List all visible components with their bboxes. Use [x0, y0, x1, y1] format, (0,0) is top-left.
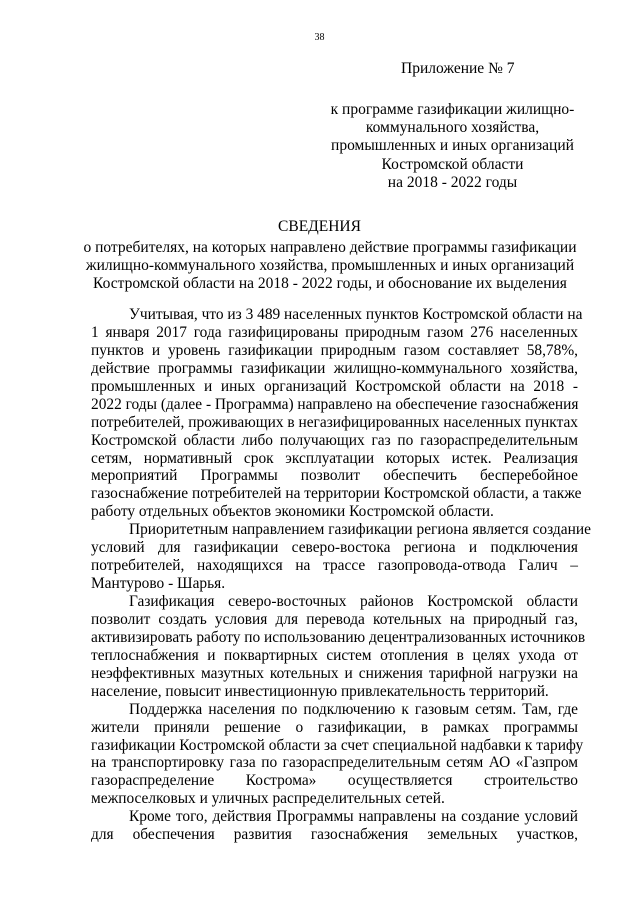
appendix-line: промышленных и иных организаций [331, 137, 574, 155]
subheading-line: о потребителях, на которых направлено действие программы газификации [83, 239, 577, 256]
document-subheading [60, 239, 600, 294]
appendix-line: на 2018 - 2022 годы [387, 173, 518, 191]
paragraph [91, 521, 591, 593]
paragraph-line: пунктов и уровень газификации природным газом составляет 58,78%, [91, 341, 578, 359]
paragraph-line: работу отдельных объектов экономики Костромской области. [91, 503, 494, 521]
paragraph-line: действие программы газификации жилищно-коммунального хозяйства, [91, 359, 578, 377]
appendix-number: Приложение № 7 [401, 60, 515, 77]
paragraph-line: мероприятий Программы позволит обеспечить бесперебойное [91, 467, 578, 485]
paragraph-line: газификации Костромской области за счет специальной надбавки к тарифу [91, 736, 584, 754]
appendix-line: коммунального хозяйства, [365, 119, 540, 137]
paragraph-line: Учитывая, что из 3 489 населенных пунктов Костромской области на [129, 306, 583, 323]
document-heading: СВЕДЕНИЯ [278, 218, 361, 235]
appendix-line: Костромской области [381, 155, 524, 173]
paragraph-line: активизировать работу по использованию децентрализованных источников [91, 628, 586, 646]
paragraph-line: потребителей, проживающих в негазифицированных населенных пунктах [91, 413, 579, 431]
paragraph-line: газоснабжение потребителей на территории Костромской области, а также [91, 485, 582, 503]
paragraph-line: межпоселковых и уличных распределительных сетей. [91, 790, 445, 808]
subheading-line: Костромской области на 2018 - 2022 годы, и обоснование их выделения [93, 275, 567, 293]
paragraph-line: для обеспечения развития газоснабжения земельных участков, [91, 826, 578, 844]
paragraph [91, 808, 578, 844]
paragraph-line: Поддержка населения по подключению к газовым сетям. Там, где [129, 700, 578, 718]
paragraph-line: Костромской области либо получающих газ по газораспределительным [91, 431, 578, 449]
page-number: 38 [314, 32, 325, 43]
paragraph-line: неэффективных мазутных котельных и снижения тарифной нагрузки на [91, 664, 578, 682]
paragraph-line: 2022 годы (далее - Программа) направлено на обеспечение газоснабжения [91, 395, 579, 413]
paragraph-line: население, повысит инвестиционную привлекательность территорий. [91, 682, 549, 700]
appendix-description [300, 101, 605, 192]
paragraph-line: Кроме того, действия Программы направлены на создание условий [129, 808, 578, 826]
paragraph-line: позволит создать условия для перевода котельных на природный газ, [91, 610, 578, 628]
paragraph-line: на транспортировку газа по газораспределительным сетям АО «Газпром [91, 754, 578, 772]
paragraph-line: жители приняли решение о газификации, в рамках программы [91, 718, 578, 736]
paragraph-line: промышленных и иных организаций Костромской области на 2018 - [91, 377, 578, 395]
paragraph-line: 1 января 2017 года газифицированы природным газом 276 населенных [91, 323, 578, 341]
paragraph [91, 306, 583, 521]
paragraph-line: сетям, нормативный срок эксплуатации которых истек. Реализация [91, 449, 578, 467]
paragraph-line: Приоритетным направлением газификации региона является создание [129, 521, 591, 539]
body-text [91, 306, 591, 844]
paragraph [91, 593, 586, 701]
paragraph-line: Газификация северо-восточных районов Костромской области [129, 593, 578, 610]
subheading-line: жилищно-коммунального хозяйства, промышленных и иных организаций [85, 257, 575, 275]
paragraph-line: Мантурово - Шарья. [91, 575, 226, 593]
paragraph-line: условий для газификации северо-востока региона и подключения [91, 539, 578, 557]
appendix-line: к программе газификации жилищно- [330, 101, 575, 118]
paragraph [91, 700, 584, 809]
paragraph-line: газораспределение Кострома» осуществляется строительство [91, 772, 578, 790]
paragraph-line: теплоснабжения и поквартирных систем отопления в целях ухода от [91, 646, 578, 664]
paragraph-line: потребителей, находящихся на трассе газопровода-отвода Галич – [91, 557, 578, 575]
